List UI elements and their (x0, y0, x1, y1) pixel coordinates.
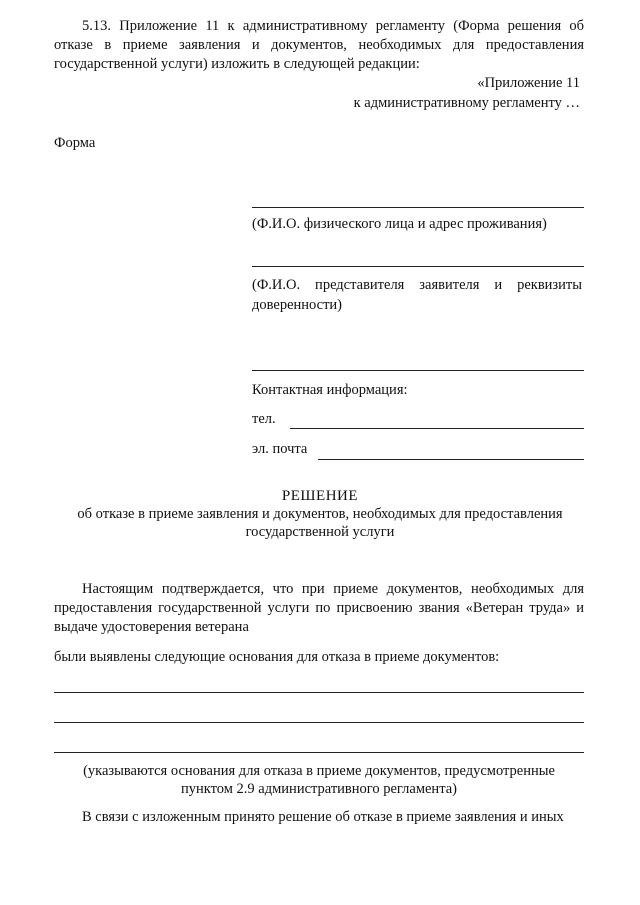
grounds-intro: были выявлены следующие основания для отказа в приеме документов: (54, 649, 500, 665)
grounds-line-1 (54, 692, 584, 693)
closing-paragraph: В связи с изложенным принято решение об отказе в приеме заявления и иных (82, 809, 564, 825)
phone-line (290, 428, 584, 429)
appendix-ref-line2: к административному регламенту … (353, 95, 580, 111)
grounds-line-3 (54, 752, 584, 753)
contact-label: Контактная информация: (252, 382, 408, 398)
confirm-paragraph: Настоящим подтверждается, что при приеме документов, необходимых для предоставления государственной услуги по присвоению звания «Ветеран труда» и выдаче удостоверения ветерана (54, 581, 584, 635)
grounds-line-2 (54, 722, 584, 723)
decision-subtitle-line2: государственной услуги (245, 524, 395, 540)
decision-subtitle-line1: об отказе в приеме заявления и документов, необходимых для предоставления (77, 506, 563, 522)
email-label: эл. почта (252, 441, 308, 457)
representative-line-2 (252, 370, 584, 371)
grounds-note-line1: (указываются основания для отказа в приеме документов, предусмотренные (83, 763, 555, 779)
email-line (318, 459, 584, 460)
applicant-name-caption: (Ф.И.О. физического лица и адрес проживания) (252, 216, 547, 232)
intro-paragraph: 5.13. Приложение 11 к административному регламенту (Форма решения об отказе в приеме заявления и документов, необходимых для предоставления государственной услуги) изложить в следующей редакции: (54, 18, 584, 72)
appendix-ref-line1: «Приложение 11 (477, 75, 580, 91)
representative-line (252, 266, 584, 267)
grounds-note-line2: пунктом 2.9 административного регламента) (181, 781, 457, 797)
form-label: Форма (54, 135, 96, 151)
applicant-name-line (252, 207, 584, 208)
decision-title: РЕШЕНИЕ (281, 488, 359, 504)
phone-label: тел. (252, 411, 276, 427)
representative-caption: (Ф.И.О. представителя заявителя и реквизиты доверенности) (252, 277, 582, 313)
